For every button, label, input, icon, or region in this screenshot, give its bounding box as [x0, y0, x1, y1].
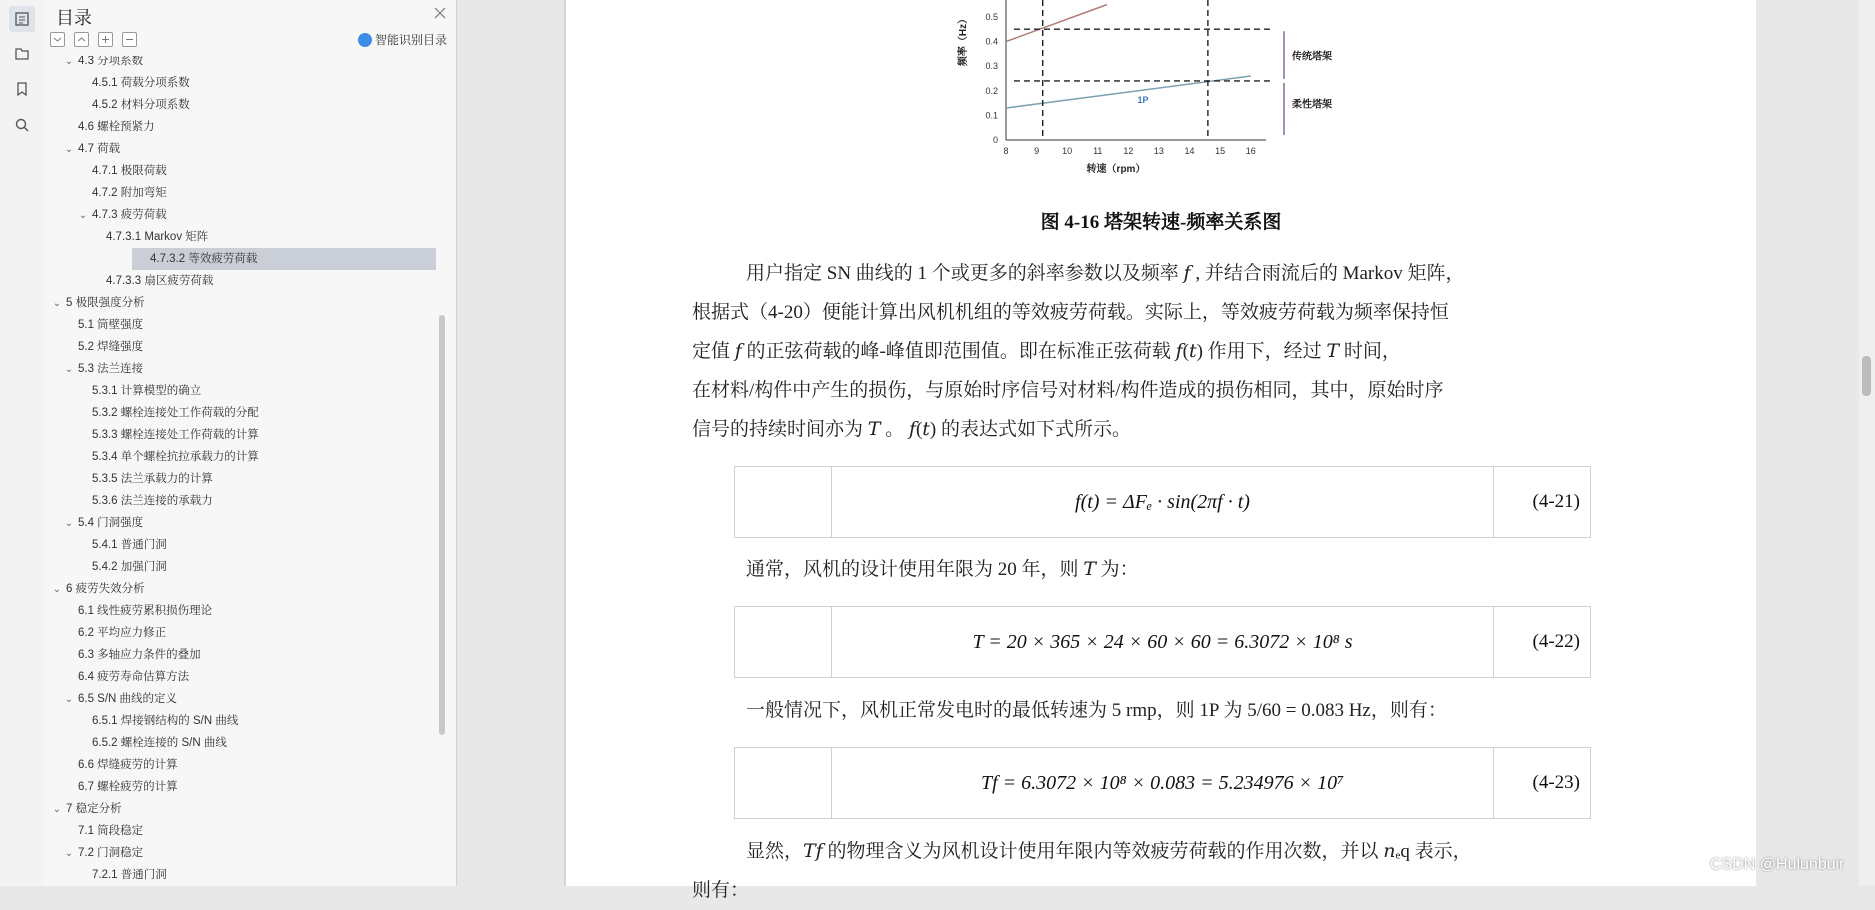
toc-item-label: 6.3 多轴应力条件的叠加 [78, 649, 201, 661]
x-tick-label: 10 [1062, 146, 1073, 156]
paragraph-line: 则有： [692, 880, 750, 901]
toc-item[interactable] [64, 644, 201, 666]
toc-item[interactable] [52, 798, 122, 820]
close-icon[interactable] [432, 5, 448, 21]
toc-item-label: 6.5.1 焊接钢结构的 S/N 曲线 [92, 715, 239, 727]
frequency-speed-chart [956, 0, 1366, 180]
y-tick-label: 0.2 [985, 85, 998, 96]
toc-item[interactable] [78, 446, 259, 468]
toc-item[interactable] [78, 424, 259, 446]
toc-item[interactable] [64, 688, 177, 710]
toc-item-label: 4.6 螺栓预紧力 [78, 121, 155, 133]
toc-item[interactable] [78, 468, 213, 490]
scrollbar-thumb[interactable] [1862, 356, 1871, 396]
toc-item[interactable] [92, 226, 208, 248]
equation-number: (4-22) [1532, 631, 1580, 652]
toc-item[interactable] [78, 72, 190, 94]
toc-item-label: 4.7.3.3 扇区疲劳荷载 [106, 275, 214, 287]
collapse-all-icon[interactable] [50, 32, 65, 47]
toc-item-label: 4.7.1 极限荷载 [92, 165, 167, 177]
toc-item[interactable] [64, 512, 143, 534]
chevron-down-icon[interactable]: ⌄ [64, 56, 74, 67]
chevron-down-icon[interactable]: ⌄ [64, 694, 74, 705]
toc-item-label: 5.4.1 普通门洞 [92, 539, 167, 551]
toc-item-label: 6.5 S/N 曲线的定义 [78, 693, 178, 705]
paragraph-line: 通常，风机的设计使用年限为 20 年，则 𝑇 为： [746, 559, 1139, 580]
chevron-down-icon[interactable]: ⌄ [52, 584, 62, 595]
x-axis-label: 转速（rpm） [1086, 164, 1146, 175]
toc-scrollbar[interactable] [439, 315, 445, 735]
toc-item[interactable] [78, 864, 167, 886]
toc-item-label: 6 疲劳失效分析 [66, 583, 145, 595]
toc-item[interactable] [78, 710, 238, 732]
chevron-down-icon[interactable]: ⌄ [64, 518, 74, 529]
y-tick-label: 0.1 [985, 110, 998, 121]
toc-item[interactable] [64, 754, 178, 776]
y-tick-label: 0.5 [985, 11, 998, 22]
paragraph-line: 定值 𝑓 的正弦荷载的峰-峰值即范围值。即在标准正弦荷载 𝑓(𝑡) 作用下，经过 𝑇 时间， [692, 341, 1401, 362]
toc-item-label: 5.4 门洞强度 [78, 517, 144, 529]
toc-item[interactable] [64, 314, 143, 336]
toc-item-label: 7.1 筒段稳定 [78, 825, 144, 837]
toc-item[interactable] [78, 556, 167, 578]
x-tick-label: 14 [1184, 146, 1195, 156]
toc-item[interactable] [64, 138, 120, 160]
toc-item-label: 7 稳定分析 [66, 803, 122, 815]
toc-item-label: 5.3.1 计算模型的确立 [92, 385, 202, 397]
toc-item-label: 4.7.3.2 等效疲劳荷载 [150, 253, 258, 265]
toc-item[interactable] [78, 182, 167, 204]
toc-item[interactable] [64, 56, 143, 72]
paragraph-2 [746, 550, 1576, 589]
paragraph-4 [692, 832, 1576, 910]
toc-item-label: 5.3.5 法兰承载力的计算 [92, 473, 213, 485]
equation-left-cell [735, 467, 832, 537]
watermark: CSDN @Hulunbuir [1710, 856, 1845, 873]
x-tick-label: 9 [1034, 146, 1040, 156]
equation-4-23 [734, 747, 1591, 819]
paragraph-line: 在材料/构件中产生的损伤，与原始时序信号对材料/构件造成的损伤相同，其中，原始时序 [692, 380, 1444, 401]
toc-item-label: 4.7 荷载 [78, 143, 121, 155]
toc-item[interactable] [64, 820, 143, 842]
toc-icon[interactable] [9, 6, 35, 32]
paragraph-line: 根据式（4-20）便能计算出风机机组的等效疲劳荷载。实际上，等效疲劳荷载为频率保持恒 [692, 302, 1449, 323]
toc-item[interactable] [64, 622, 166, 644]
figure-caption: 图 4-16 塔架转速-频率关系图 [1040, 212, 1282, 233]
toc-item-label: 7.2.1 普通门洞 [92, 869, 167, 881]
paragraph-1 [692, 254, 1576, 449]
search-icon[interactable] [9, 112, 35, 138]
toc-item-label: 6.7 螺栓疲劳的计算 [78, 781, 178, 793]
toc-item[interactable] [132, 248, 436, 270]
chevron-down-icon[interactable]: ⌄ [64, 364, 74, 375]
toc-item-label: 7.2 门洞稳定 [78, 847, 144, 859]
toc-item-label: 4.7.3 疲劳荷载 [92, 209, 167, 221]
y-tick-label: 0 [992, 135, 998, 145]
equation-number: (4-23) [1532, 772, 1580, 793]
toc-item-label: 4.7.3.1 Markov 矩阵 [106, 231, 209, 243]
toc-item-label: 4.5.1 荷载分项系数 [92, 77, 190, 89]
equation-text: Tf = 6.3072 × 10⁸ × 0.083 = 5.234976 × 10⁷ [980, 772, 1345, 794]
equation-4-21 [734, 466, 1591, 538]
toc-item[interactable] [52, 292, 145, 314]
paragraph-line: 一般情况下，风机正常发电时的最低转速为 5 rmp，则 1P 为 5/60 = 0.083 Hz，则有： [746, 700, 1447, 721]
y-axis-label: 频率（Hz） [958, 13, 969, 67]
x-tick-label: 15 [1215, 146, 1226, 156]
y-tick-label: 0.3 [985, 61, 998, 72]
toc-title: 目录 [56, 8, 92, 28]
toc-item[interactable] [92, 270, 213, 292]
smart-toc-label: 智能识别目录 [375, 33, 448, 47]
annotation-traditional: 传统塔架 [1292, 51, 1332, 63]
toc-item-label: 6.4 疲劳寿命估算方法 [78, 671, 190, 683]
paragraph-line: 信号的持续时间亦为 𝑇 。 𝑓(𝑡) 的表达式如下式所示。 [692, 419, 1131, 440]
toc-item[interactable] [64, 842, 143, 864]
equation-text: f(t) = ΔFₑ · sin(2πf · t) [1075, 491, 1250, 513]
x-tick-label: 13 [1153, 146, 1164, 156]
toc-list [44, 56, 456, 886]
toc-item-label: 5.3 法兰连接 [78, 363, 144, 375]
toc-item-label: 6.2 平均应力修正 [78, 627, 167, 639]
toc-item[interactable] [64, 600, 212, 622]
expand-up-icon[interactable] [74, 32, 89, 47]
bookmark-icon[interactable] [9, 76, 35, 102]
toc-item-label: 6.1 线性疲劳累积损伤理论 [78, 605, 213, 617]
toc-item[interactable] [78, 380, 201, 402]
x-tick-label: 16 [1245, 146, 1256, 156]
toc-item[interactable] [64, 358, 143, 380]
paragraph-line: 显然，𝑇𝑓 的物理含义为风机设计使用年限内等效疲劳荷载的作用次数，并以 𝑛ₑq 表示， [746, 841, 1472, 862]
toc-item-label: 5.3.4 单个螺栓抗拉承载力的计算 [92, 451, 259, 463]
toc-item-label: 4.7.2 附加弯矩 [92, 187, 167, 199]
toc-item[interactable] [64, 336, 143, 358]
equation-4-22 [734, 606, 1591, 678]
x-tick-label: 8 [1003, 146, 1009, 156]
toc-item[interactable] [52, 578, 145, 600]
series-line [1006, 5, 1107, 42]
outline-icon[interactable] [9, 40, 35, 66]
chevron-down-icon[interactable]: ⌄ [52, 804, 62, 815]
toc-item-label: 5.3.3 螺栓连接处工作荷载的计算 [92, 429, 259, 441]
annotation-1p: 1P [1137, 95, 1149, 106]
toc-item[interactable] [78, 94, 190, 116]
x-tick-label: 12 [1123, 146, 1134, 156]
toc-item[interactable] [78, 490, 213, 512]
toc-item-label: 5 极限强度分析 [66, 297, 145, 309]
equation-number: (4-21) [1532, 491, 1580, 512]
remove-item-icon[interactable] [122, 32, 137, 47]
add-item-icon[interactable] [98, 32, 113, 47]
toc-item-label: 6.5.2 螺栓连接的 S/N 曲线 [92, 737, 227, 749]
equation-left-cell [735, 748, 832, 818]
toc-item-label: 4.3 分项系数 [78, 56, 144, 67]
toc-item[interactable] [78, 160, 167, 182]
toc-item-label: 6.6 焊缝疲劳的计算 [78, 759, 178, 771]
paragraph-3 [746, 691, 1576, 730]
annotation-flexible: 柔性塔架 [1292, 99, 1332, 111]
paragraph-line: 用户指定 SN 曲线的 1 个或更多的斜率参数以及频率 𝑓 , 并结合雨流后的 Markov 矩阵， [746, 263, 1465, 284]
chevron-down-icon[interactable]: ⌄ [64, 144, 74, 155]
smart-toc-icon [358, 33, 372, 47]
toc-item-label: 5.4.2 加强门洞 [92, 561, 167, 573]
equation-left-cell [735, 607, 832, 677]
y-tick-label: 0.4 [985, 36, 998, 47]
toc-item[interactable] [78, 402, 259, 424]
toc-item-label: 5.2 焊缝强度 [78, 341, 144, 353]
toc-item[interactable] [78, 534, 167, 556]
equation-text: T = 20 × 365 × 24 × 60 × 60 = 6.3072 × 10⁸ s [972, 631, 1353, 653]
toc-item-label: 4.5.2 材料分项系数 [92, 99, 190, 111]
toc-item-label: 5.3.2 螺栓连接处工作荷载的分配 [92, 407, 259, 419]
toc-item[interactable] [64, 666, 189, 688]
toc-item[interactable] [78, 732, 227, 754]
smart-toc-button[interactable] [358, 31, 447, 48]
chevron-down-icon[interactable]: ⌄ [52, 298, 62, 309]
chevron-down-icon[interactable]: ⌄ [78, 210, 88, 221]
toc-item[interactable] [64, 776, 178, 798]
toc-item-label: 5.1 筒壁强度 [78, 319, 144, 331]
left-tool-rail [0, 0, 45, 886]
x-tick-label: 11 [1093, 146, 1103, 156]
toc-item[interactable] [78, 204, 167, 226]
toc-item[interactable] [64, 116, 155, 138]
toc-panel [44, 0, 457, 886]
chevron-down-icon[interactable]: ⌄ [64, 848, 74, 859]
document-scrollbar[interactable] [1859, 0, 1875, 886]
toc-item-label: 5.3.6 法兰连接的承载力 [92, 495, 213, 507]
